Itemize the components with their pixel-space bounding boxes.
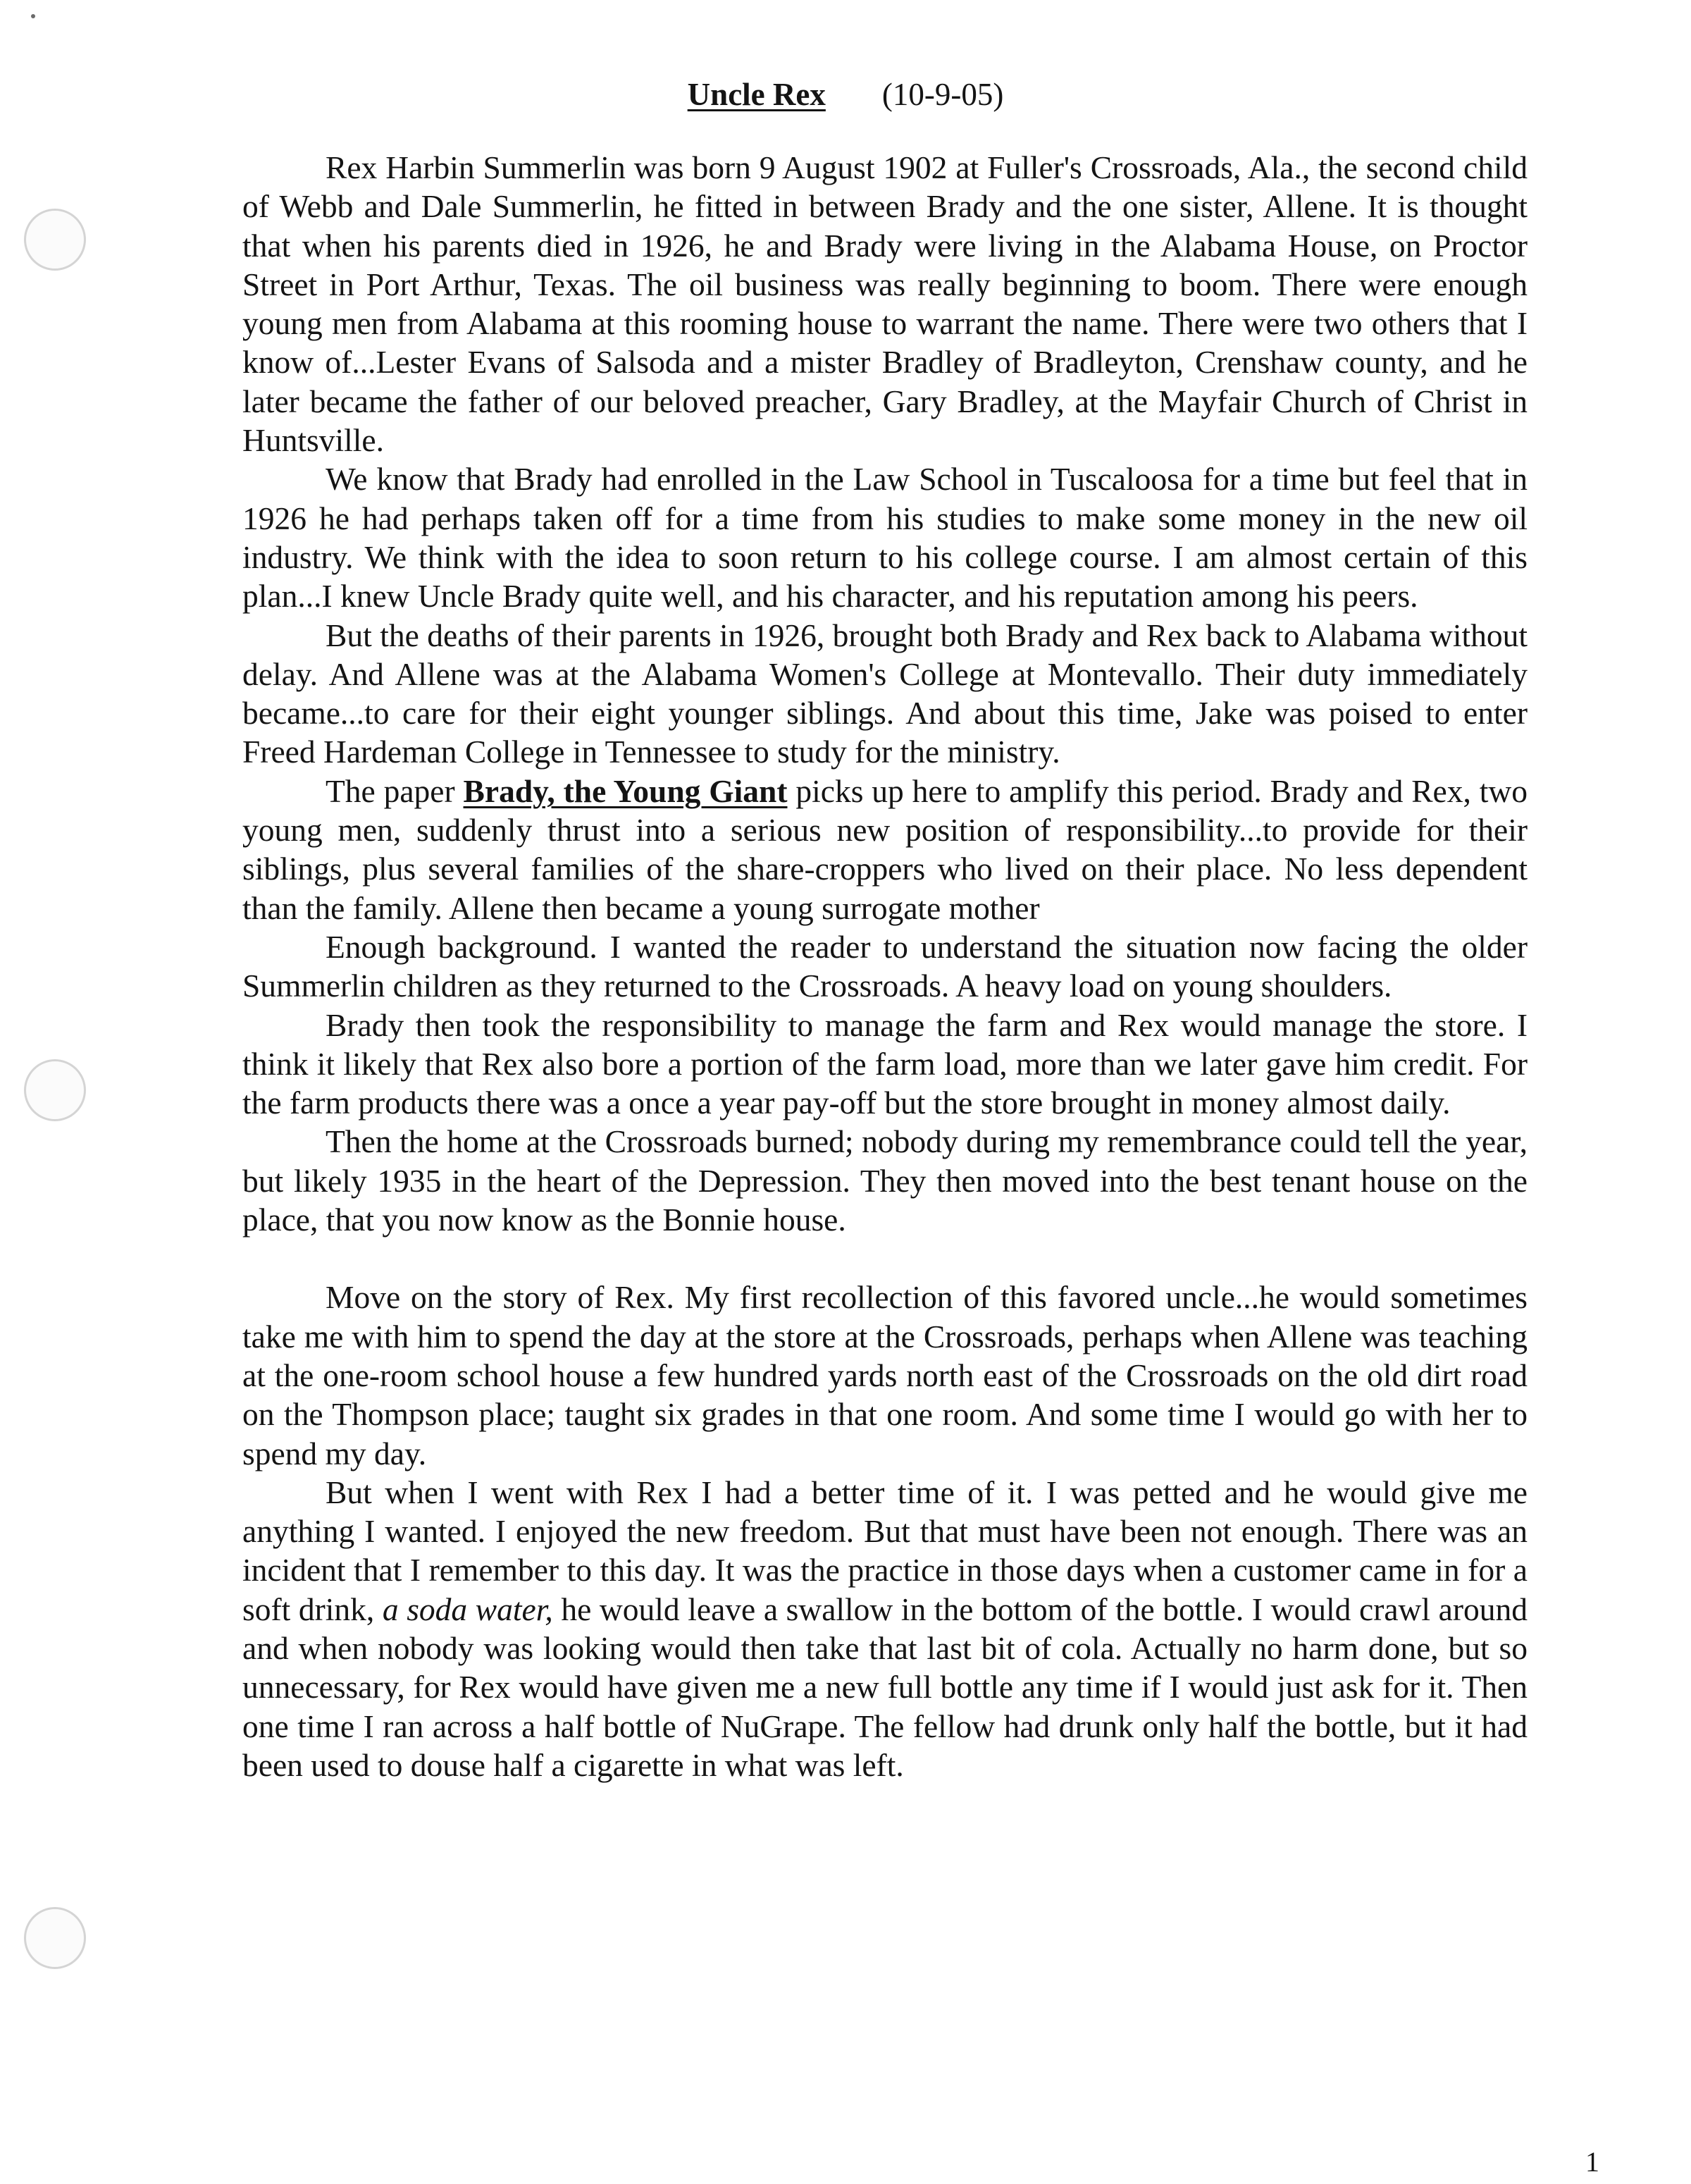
paragraph-1: Rex Harbin Summerlin was born 9 August 1902 at Fuller's Crossroads, Ala., the second child of Webb and Dale Summerlin, he fitted in between Brady and the one sister, Allene. It is thought that when his parents died in 1926, he and Brady were living in the Alabama House, on Proctor Street in Port Arthur, Texas. The oil business was really beginning to boom. There were enough young men from Alabama at this rooming house to warrant the name. There were two others that I know of...Lester Evans of Salsoda and a mister Bradley of Bradleyton, Crenshaw county, and he later became the father of our beloved preacher, Gary Bradley, at the Mayfair Church of Christ in Huntsville. [242, 149, 1528, 459]
document-title: Uncle Rex [687, 77, 826, 112]
italic-phrase: a soda water, [382, 1591, 553, 1627]
paragraph-7: Then the home at the Crossroads burned; nobody during my remembrance could tell the year, but likely 1935 in the heart of the Depression. They then moved into the best tenant house on the place, that you now know as the Bonnie house. [242, 1123, 1528, 1238]
page-number: 1 [1585, 2146, 1599, 2178]
document-header [0, 72, 1691, 117]
paragraph-4-lead: The paper [326, 772, 464, 809]
binder-hole-top [24, 209, 86, 271]
paragraph-4-rest: picks up here to amplify this period. Brady and Rex, two young men, suddenly thrust into a serious new position of responsibility...to provide for their siblings, plus several families of the share-croppers who lived on their place. No less dependent than the family. Allene then became a young surrogate mother [242, 772, 1528, 926]
paragraph-4 [242, 772, 1528, 927]
paragraph-3: But the deaths of their parents in 1926, brought both Brady and Rex back to Alabama without delay. And Allene was at the Alabama Women's College at Montevallo. Their duty immediately became...to care for their eight younger siblings. And about this time, Jake was poised to enter Freed Hardeman College in Tennessee to study for the ministry. [242, 617, 1528, 770]
paragraph-9-lead: But when I went with Rex I had a better time of it. I was petted and he would give me anything I wanted. I enjoyed the new freedom. But that must have been not enough. There was an incident that I remember to this day. It was the practice in those days when a customer came in for a soft drink, [242, 1474, 1528, 1627]
referenced-paper-title: Brady, the Young Giant [463, 772, 788, 809]
paragraph-8: Move on the story of Rex. My first recollection of this favored uncle...he would sometimes take me with him to spend the day at the store at the Crossroads, perhaps when Allene was teaching at the one-room school house a few hundred yards north east of the Crossroads on the old dirt road on the Thompson place; taught six grades in that one room. And some time I would go with her to spend my day. [242, 1279, 1528, 1472]
document-date: (10-9-05) [881, 77, 1004, 112]
scan-speck [31, 14, 35, 18]
paragraph-9-rest: he would leave a swallow in the bottom of the bottle. I would crawl around and when nobody was looking would then take that last bit of cola. Actually no harm done, but so unnecessary, for Rex would have given me a new full bottle any time if I would just ask for it. Then one time I ran across a half bottle of NuGrape. The fellow had drunk only half the bottle, but it had been used to douse half a cigarette in what was left. [242, 1591, 1528, 1783]
binder-hole-middle [24, 1059, 86, 1121]
paragraph-5: Enough background. I wanted the reader to understand the situation now facing the older Summerlin children as they returned to the Crossroads. A heavy load on young shoulders. [242, 928, 1528, 1004]
paragraph-9 [242, 1473, 1528, 1784]
paragraph-2: We know that Brady had enrolled in the Law School in Tuscaloosa for a time but feel that in 1926 he had perhaps taken off for a time from his studies to make some money in the new oil industry. We think with the idea to soon return to his college course. I am almost certain of this plan...I knew Uncle Brady quite well, and his character, and his reputation among his peers. [242, 461, 1528, 615]
document-body [242, 148, 1528, 1784]
paragraph-6: Brady then took the responsibility to manage the farm and Rex would manage the store. I think it likely that Rex also bore a portion of the farm load, more than we later gave him credit. For the farm products there was a once a year pay-off but the store brought in money almost daily. [242, 1006, 1528, 1121]
binder-hole-bottom [24, 1907, 86, 1969]
